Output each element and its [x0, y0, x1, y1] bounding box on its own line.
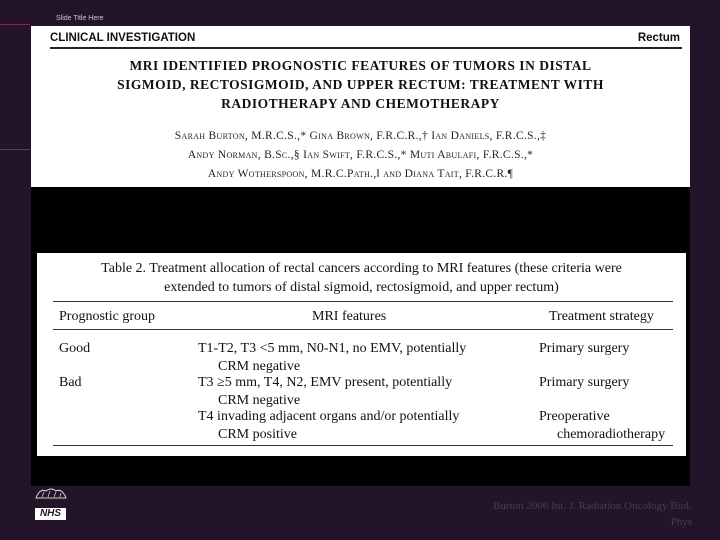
journal-section: CLINICAL INVESTIGATION: [50, 32, 196, 44]
author-line: Andy Norman, B.Sc.,§ Ian Swift, F.R.C.S.,* Muti Abulafi, F.R.C.S.,*: [187, 149, 534, 161]
row-good-strategy: Primary surgery: [539, 341, 630, 356]
paper-header-excerpt: [31, 26, 690, 187]
nhs-crest-icon: [34, 486, 68, 500]
journal-topic: Rectum: [637, 32, 680, 44]
nhs-logo: NHS: [35, 508, 66, 520]
header-mri-features: MRI features: [312, 309, 387, 324]
journal-bar: [50, 30, 682, 49]
table-rule-top: [53, 301, 673, 302]
row-bad-group: Bad: [59, 375, 82, 390]
paper-title-line: SIGMOID, RECTOSIGMOID, AND UPPER RECTUM: TREATMENT WITH: [117, 77, 604, 92]
treatment-table: [37, 253, 686, 456]
feature-line: CRM positive: [218, 427, 297, 442]
feature-line: CRM negative: [218, 393, 301, 408]
feature-line: T1-T2, T3 <5 mm, N0-N1, no EMV, potentially: [198, 341, 467, 356]
paper-title-line: MRI IDENTIFIED PROGNOSTIC FEATURES OF TUMORS IN DISTAL: [129, 58, 592, 73]
header-prognostic-group: Prognostic group: [59, 309, 156, 324]
feature-line: T3 ≥5 mm, T4, N2, EMV present, potentially: [198, 375, 453, 390]
author-line: Sarah Burton, M.R.C.S.,* Gina Brown, F.R.C.R.,† Ian Daniels, F.R.C.S.,‡: [174, 130, 547, 142]
table-rule-bottom: [53, 445, 673, 446]
row-t4-features: [198, 408, 459, 444]
paper-title-line: RADIOTHERAPY AND CHEMOTHERAPY: [221, 96, 500, 111]
row-bad-strategy: Primary surgery: [539, 375, 630, 390]
feature-line: T4 invading adjacent organs and/or potentially: [198, 409, 460, 424]
citation: Burton 2006 Int. J. Radiation Oncology Biol. Phys: [493, 500, 692, 528]
row-good-group: Good: [59, 341, 91, 356]
slide-header-text: Slide Title Here: [56, 15, 104, 22]
author-line: Andy Wotherspoon, M.R.C.Path.,‖ and Diana Tait, F.R.C.R.¶: [207, 168, 514, 180]
paper-authors: [31, 127, 690, 184]
table-rule-header: [53, 329, 673, 330]
table-caption-line: extended to tumors of distal sigmoid, rectosigmoid, and upper rectum): [164, 280, 559, 295]
row-bad-features: [198, 374, 452, 410]
paper-title: [31, 56, 690, 113]
accent-line-mid: [0, 149, 30, 150]
header-treatment-strategy: Treatment strategy: [549, 309, 654, 324]
table-caption: [37, 259, 686, 297]
row-good-features: [198, 340, 466, 376]
table-caption-line: Table 2. Treatment allocation of rectal cancers according to MRI features (these criteria were: [101, 261, 622, 276]
accent-line-top: [0, 24, 30, 25]
row-t4-strategy: [539, 408, 665, 444]
feature-line: CRM negative: [218, 359, 301, 374]
strategy-line: Preoperative: [539, 409, 610, 424]
strategy-line: chemoradiotherapy: [557, 427, 666, 442]
